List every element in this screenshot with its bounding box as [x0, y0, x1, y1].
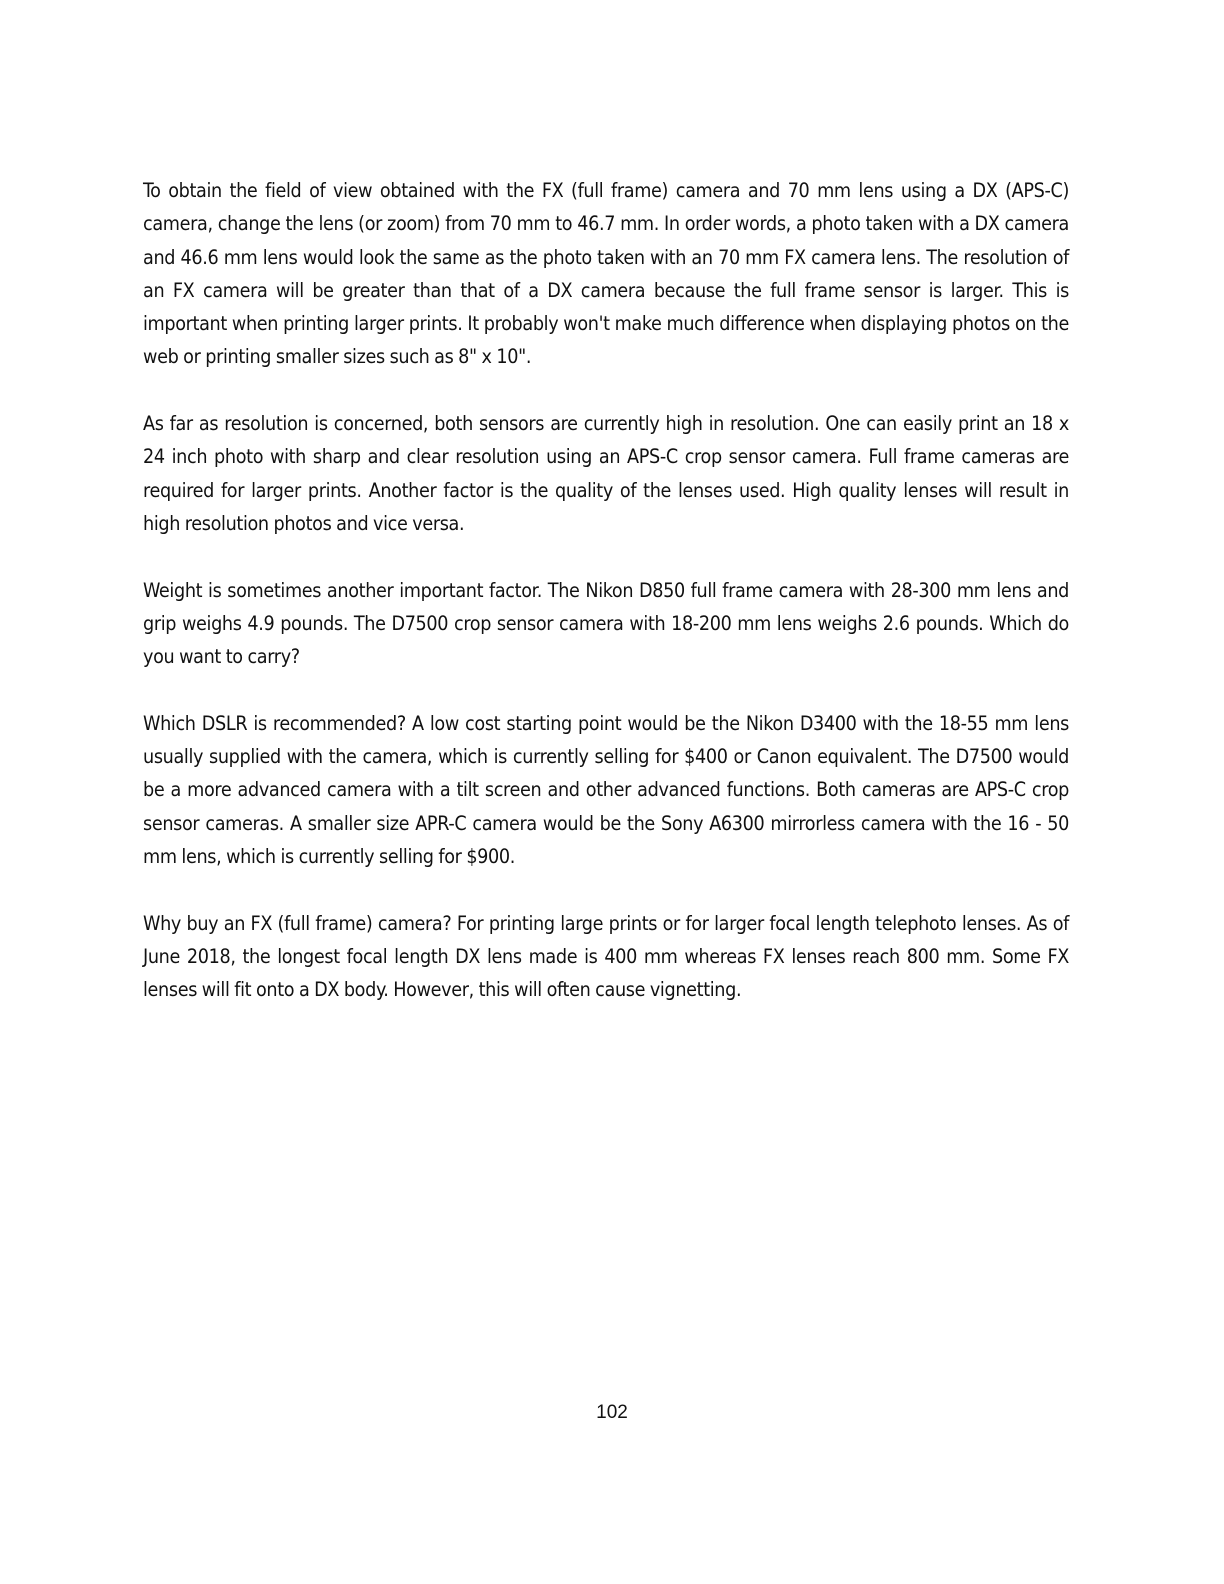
paragraph-dslr-recommendation: Which DSLR is recommended? A low cost starting point would be the Nikon D3400 with the 18-55 mm lens usually supplied with the camera, which is currently selling for $400 or Canon equivalent. The D7500 would be a more advanced camera with a tilt screen and other advanced functions. Both cameras are APS-C crop sensor cameras. A smaller size APR-C camera would be the Sony A6300 mirrorless camera with the 16 - 50 mm lens, which is currently selling for $900. — [143, 711, 1069, 868]
paragraph-why-full-frame: Why buy an FX (full frame) camera? For printing large prints or for larger focal length telephoto lenses. As of June 2018, the longest focal length DX lens made is 400 mm whereas FX lenses reach 800 mm. Some FX lenses will fit onto a DX body. However, this will often cause vignetting. — [143, 911, 1069, 1002]
paragraph-weight: Weight is sometimes another important factor. The Nikon D850 full frame camera with 28-300 mm lens and grip weighs 4.9 pounds. The D7500 crop sensor camera with 18-200 mm lens weighs 2.6 pounds. Which do you want to carry? — [143, 578, 1069, 669]
paragraph-fx-dx-field-of-view: To obtain the field of view obtained with the FX (full frame) camera and 70 mm lens using a DX (APS-C) camera, change the lens (or zoom) from 70 mm to 46.7 mm. In order words, a photo taken with a DX camera and 46.6 mm lens would look the same as the photo taken with an 70 mm FX camera lens. The resolution of an FX camera will be greater than that of a DX camera because the full frame sensor is larger. This is important when printing larger prints. It probably won't make much difference when displaying photos on the web or printing smaller sizes such as 8" x 10". — [143, 179, 1069, 369]
page-number: 102 — [596, 1402, 628, 1423]
paragraph-resolution: As far as resolution is concerned, both sensors are currently high in resolution. One can easily print an 18 x 24 inch photo with sharp and clear resolution using an APS-C crop sensor camera. Full frame cameras are required for larger prints. Another factor is the quality of the lenses used. High quality lenses will result in high resolution photos and vice versa. — [143, 412, 1069, 535]
page-body — [143, 174, 1069, 1040]
